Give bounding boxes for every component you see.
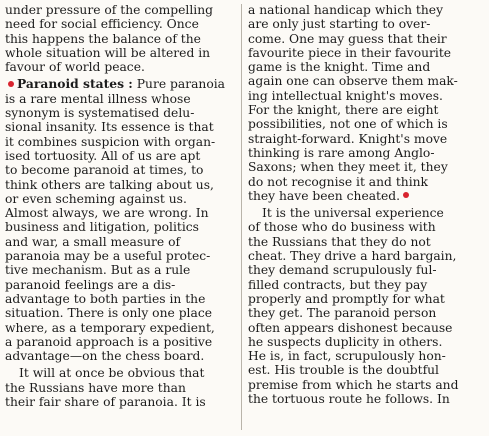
text-line: advantage to both parties in the: [5, 291, 206, 306]
right-last-line-text: they have been cheated.: [248, 188, 401, 203]
text-line: favourite piece in their favourite: [248, 45, 452, 60]
text-line: often appears dishonest because: [248, 320, 453, 335]
text-line: do not recognise it and think: [248, 174, 429, 189]
text-line: this happens the balance of the: [5, 31, 201, 46]
text-line: they get. The paranoid person: [248, 306, 437, 321]
text-line: sional insanity. Its essence is that: [5, 120, 214, 135]
text-line: premise from which he starts and: [248, 377, 459, 392]
section-heading: Paranoid states :: [17, 77, 133, 92]
text-line: advantage—on the chess board.: [5, 349, 205, 364]
text-line: game is the knight. Time and: [248, 60, 431, 75]
section-first-line-text: Pure paranoia: [132, 77, 226, 92]
text-line: he suspects duplicity in others.: [248, 334, 443, 349]
section-heading-line: [5, 77, 236, 91]
red-bullet-icon: [8, 81, 14, 87]
text-line: under pressure of the compelling: [5, 3, 214, 17]
text-line: ing intellectual knight's moves.: [248, 88, 443, 103]
text-line: thinking is rare among Anglo-: [248, 145, 435, 160]
text-line: situation. There is only one place: [5, 306, 212, 321]
text-line: cheat. They drive a hard bargain,: [248, 249, 457, 264]
left-paragraph-paranoid-states: [5, 92, 236, 364]
text-line: For the knight, there are eight: [248, 103, 439, 118]
right-column: [248, 3, 484, 406]
text-line: it combines suspicion with organ-: [5, 134, 216, 149]
text-line: properly and promptly for what: [248, 291, 445, 306]
text-line: favour of world peace.: [5, 60, 145, 75]
text-line: Saxons; when they meet it, they: [248, 160, 448, 175]
text-line: the Russians that they do not: [248, 234, 431, 249]
text-line: straight-forward. Knight's move: [248, 131, 448, 146]
text-line: a paranoid approach is a positive: [5, 334, 213, 349]
text-line: come. One may guess that their: [248, 31, 447, 46]
text-line: or even scheming against us.: [5, 191, 187, 206]
right-paragraph-last-line: [248, 189, 484, 203]
right-paragraph-knight: [248, 3, 484, 189]
text-line: tive mechanism. But as a rule: [5, 263, 191, 278]
text-line: the Russians have more than: [5, 380, 186, 395]
text-line: est. His trouble is the doubtful: [248, 363, 439, 378]
text-line: need for social efficiency. Once: [5, 17, 199, 32]
left-paragraph-russians: [5, 366, 236, 409]
text-line: It is the universal experience: [262, 206, 444, 221]
text-line: of those who do business with: [248, 220, 436, 235]
left-paragraph-intro: [5, 3, 236, 74]
text-line: a national handicap which they: [248, 3, 444, 17]
text-line: and war, a small measure of: [5, 234, 181, 249]
text-line: whole situation will be altered in: [5, 45, 211, 60]
right-paragraph-business: [248, 206, 484, 406]
text-line: the tortuous route he follows. In: [248, 392, 450, 407]
text-line: think others are talking about us,: [5, 177, 214, 192]
text-line: business and litigation, politics: [5, 220, 199, 235]
text-line: paranoia may be a useful protec-: [5, 249, 211, 264]
text-line: to become paranoid at times, to: [5, 163, 204, 178]
text-line: It will at once be obvious that: [19, 366, 205, 381]
text-line: again one can observe them mak-: [248, 74, 458, 89]
column-divider: [241, 4, 242, 430]
text-line: they demand scrupulously ful-: [248, 263, 437, 278]
text-line: their fair share of paranoia. It is: [5, 395, 206, 410]
text-line: He is, in fact, scrupulously hon-: [248, 349, 446, 364]
red-end-bullet-icon: [403, 192, 409, 198]
left-column: [5, 3, 236, 409]
text-line: is a rare mental illness whose: [5, 91, 191, 106]
text-line: possibilities, not one of which is: [248, 117, 448, 132]
text-line: synonym is systematised delu-: [5, 106, 195, 121]
text-line: Almost always, we are wrong. In: [5, 206, 209, 221]
text-line: where, as a temporary expedient,: [5, 320, 215, 335]
text-line: ised tortuosity. All of us are apt: [5, 148, 201, 163]
text-line: are only just starting to over-: [248, 17, 431, 32]
text-line: paranoid feelings are a dis-: [5, 277, 176, 292]
text-line: filled contracts, but they pay: [248, 277, 428, 292]
